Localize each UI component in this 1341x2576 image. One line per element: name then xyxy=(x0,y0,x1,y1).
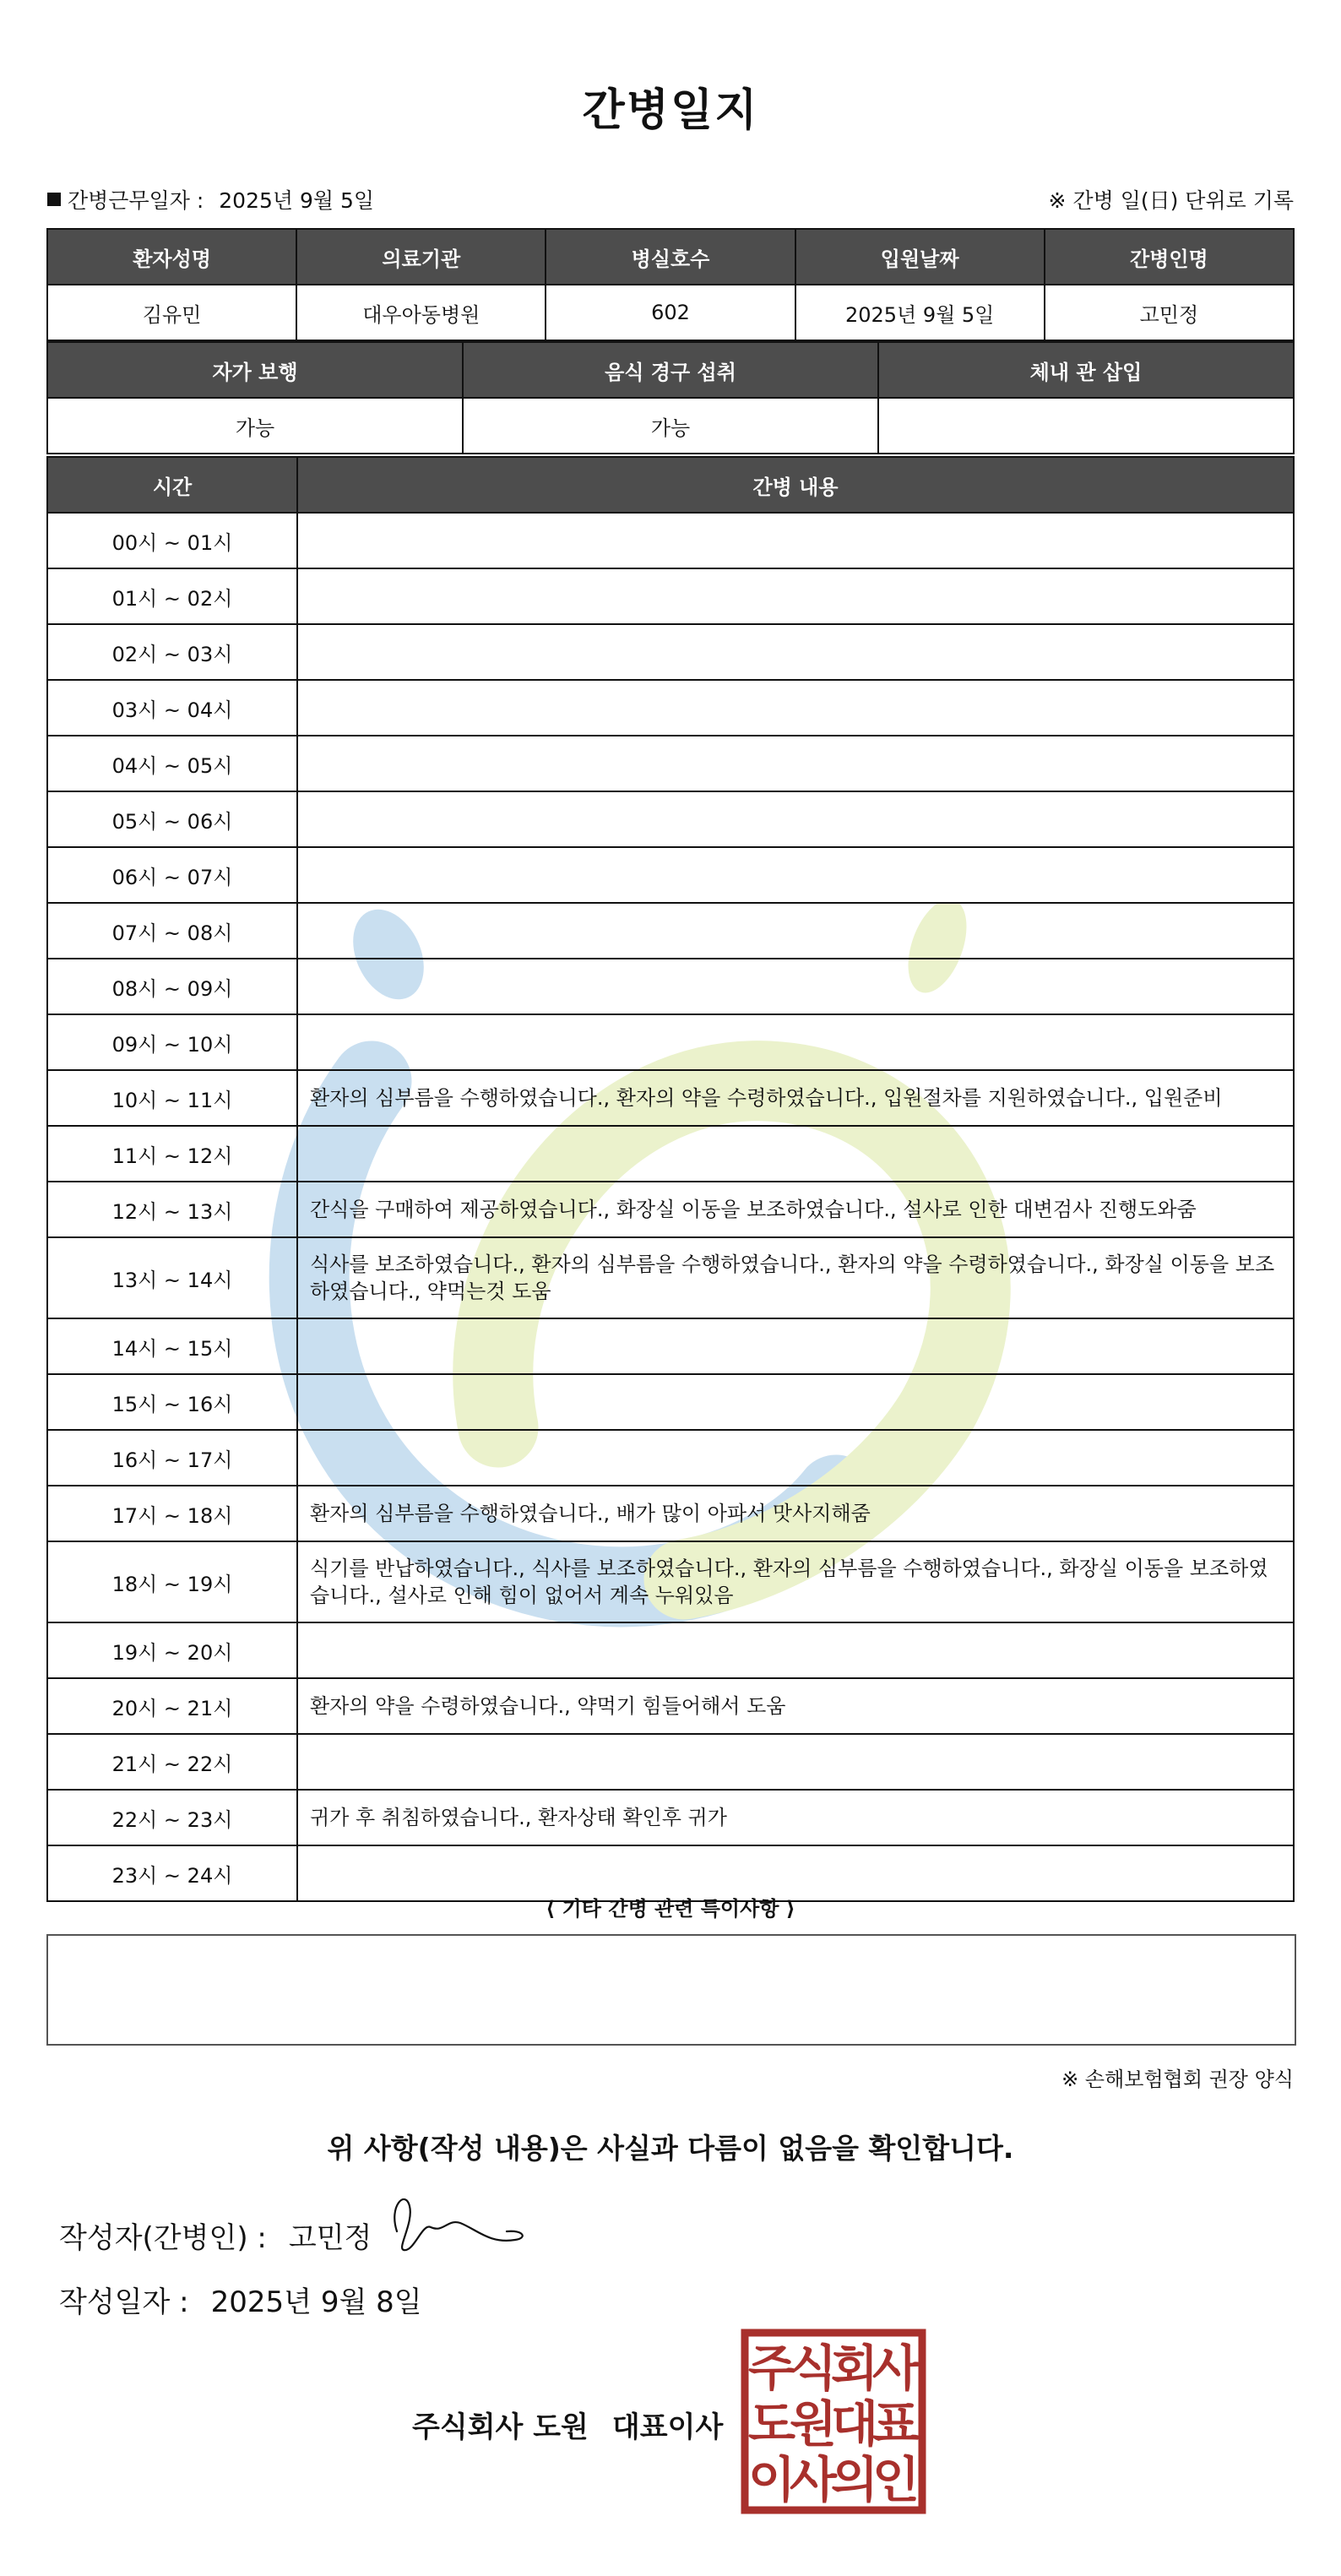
table-row xyxy=(47,847,1294,903)
hourly-log-table xyxy=(46,456,1295,1902)
company-seal-stamp xyxy=(740,2328,927,2515)
writer-name: 고민정 xyxy=(288,2221,372,2255)
table-row xyxy=(47,1126,1294,1182)
seal-character: 이 xyxy=(747,2451,796,2508)
record-note: ※ 간병 일(日) 단위로 기록 xyxy=(1048,188,1294,213)
care-content: 환자의 약을 수령하였습니다., 약먹기 힘들어해서 도움 xyxy=(297,1678,1294,1734)
work-date-label: 간병근무일자 : xyxy=(68,188,204,213)
time-slot: 09시 ~ 10시 xyxy=(47,1014,297,1070)
special-notes-box xyxy=(46,1934,1296,2046)
table-row xyxy=(47,959,1294,1014)
seal-character: 회 xyxy=(830,2340,879,2397)
header-care-content: 간병 내용 xyxy=(297,457,1294,513)
oral-intake-value: 가능 xyxy=(463,398,878,454)
confirmation-statement: 위 사항(작성 내용)은 사실과 다름이 없음을 확인합니다. xyxy=(327,2132,1014,2165)
table-row xyxy=(47,1622,1294,1678)
writer-row xyxy=(59,2215,372,2256)
hospital-name: 대우아동병원 xyxy=(296,285,546,340)
time-slot: 19시 ~ 20시 xyxy=(47,1622,297,1678)
patient-name: 김유민 xyxy=(47,285,296,340)
patient-status-table xyxy=(46,341,1295,454)
seal-character: 사 xyxy=(871,2340,920,2397)
care-content: 식사를 보조하였습니다., 환자의 심부름을 수행하였습니다., 환자의 약을 수령하였습니다., 화장실 이동을 보조하였습니다., 약먹는것 도움 xyxy=(297,1237,1294,1318)
time-slot: 04시 ~ 05시 xyxy=(47,736,297,791)
table-row xyxy=(47,1790,1294,1845)
table-row xyxy=(47,1541,1294,1622)
association-note: ※ 손해보험협회 권장 양식 xyxy=(1061,2068,1294,2091)
header-time: 시간 xyxy=(47,457,297,513)
seal-character: 원 xyxy=(789,2395,838,2453)
table-row xyxy=(47,903,1294,959)
time-slot: 23시 ~ 24시 xyxy=(47,1845,297,1901)
table-row xyxy=(47,624,1294,680)
table-row xyxy=(47,1237,1294,1318)
company-name: 주식회사 도원 xyxy=(412,2410,589,2444)
seal-character: 식 xyxy=(789,2340,838,2397)
care-content xyxy=(297,624,1294,680)
table-row xyxy=(47,1374,1294,1430)
care-content xyxy=(297,1374,1294,1430)
walking-value: 가능 xyxy=(47,398,463,454)
table-row xyxy=(47,1430,1294,1486)
time-slot: 11시 ~ 12시 xyxy=(47,1126,297,1182)
special-notes-title: ⟨ 기타 간병 관련 특이사항 ⟩ xyxy=(546,1897,795,1921)
care-content xyxy=(297,1622,1294,1678)
seal-character: 의 xyxy=(830,2451,879,2508)
written-date-label: 작성일자 : xyxy=(59,2285,189,2319)
time-slot: 03시 ~ 04시 xyxy=(47,680,297,736)
table-row xyxy=(47,1486,1294,1541)
care-content: 식기를 반납하였습니다., 식사를 보조하였습니다., 환자의 심부름을 수행하였습니다., 화장실 이동을 보조하였습니다., 설사로 인해 힘이 없어서 계속 누워있음 xyxy=(297,1541,1294,1622)
care-content xyxy=(297,959,1294,1014)
time-slot: 22시 ~ 23시 xyxy=(47,1790,297,1845)
time-slot: 15시 ~ 16시 xyxy=(47,1374,297,1430)
time-slot: 21시 ~ 22시 xyxy=(47,1734,297,1790)
time-slot: 16시 ~ 17시 xyxy=(47,1430,297,1486)
time-slot: 06시 ~ 07시 xyxy=(47,847,297,903)
care-content xyxy=(297,847,1294,903)
care-content xyxy=(297,903,1294,959)
header-tube-insertion: 체내 관 삽입 xyxy=(878,342,1294,398)
table-row xyxy=(47,1734,1294,1790)
care-content: 간식을 구매하여 제공하였습니다., 화장실 이동을 보조하였습니다., 설사로 인한 대변검사 진행도와줌 xyxy=(297,1182,1294,1237)
document-title: 간병일지 xyxy=(582,85,759,136)
table-row xyxy=(47,791,1294,847)
seal-character: 도 xyxy=(747,2395,796,2453)
room-number: 602 xyxy=(546,285,795,340)
bullet-square-icon xyxy=(47,193,61,206)
time-slot: 01시 ~ 02시 xyxy=(47,568,297,624)
table-row xyxy=(47,680,1294,736)
care-content xyxy=(297,1430,1294,1486)
time-slot: 02시 ~ 03시 xyxy=(47,624,297,680)
seal-character: 표 xyxy=(871,2395,920,2453)
time-slot: 00시 ~ 01시 xyxy=(47,513,297,568)
time-slot: 12시 ~ 13시 xyxy=(47,1182,297,1237)
care-content xyxy=(297,791,1294,847)
work-date-row xyxy=(47,184,374,215)
header-hospital: 의료기관 xyxy=(296,229,546,285)
written-date-value: 2025년 9월 8일 xyxy=(210,2285,422,2319)
handwritten-signature xyxy=(380,2189,540,2257)
care-content xyxy=(297,1318,1294,1374)
seal-character: 인 xyxy=(871,2451,920,2508)
work-date-value: 2025년 9월 5일 xyxy=(219,188,375,213)
time-slot: 07시 ~ 08시 xyxy=(47,903,297,959)
care-content: 환자의 심부름을 수행하였습니다., 환자의 약을 수령하였습니다., 입원절차를 지원하였습니다., 입원준비 xyxy=(297,1070,1294,1126)
writer-label: 작성자(간병인) : xyxy=(59,2221,267,2255)
header-walking: 자가 보행 xyxy=(47,342,463,398)
table-row xyxy=(47,1318,1294,1374)
company-signoff xyxy=(412,2404,723,2445)
care-content xyxy=(297,1014,1294,1070)
time-slot: 05시 ~ 06시 xyxy=(47,791,297,847)
time-slot: 13시 ~ 14시 xyxy=(47,1237,297,1318)
header-caregiver: 간병인명 xyxy=(1045,229,1294,285)
care-content xyxy=(297,568,1294,624)
caregiver-name: 고민정 xyxy=(1045,285,1294,340)
header-room: 병실호수 xyxy=(546,229,795,285)
table-row xyxy=(47,1182,1294,1237)
time-slot: 14시 ~ 15시 xyxy=(47,1318,297,1374)
time-slot: 17시 ~ 18시 xyxy=(47,1486,297,1541)
care-content: 귀가 후 취침하였습니다., 환자상태 확인후 귀가 xyxy=(297,1790,1294,1845)
table-row xyxy=(47,736,1294,791)
header-admission-date: 입원날짜 xyxy=(795,229,1045,285)
care-content xyxy=(297,513,1294,568)
company-title: 대표이사 xyxy=(611,2410,724,2444)
header-patient-name: 환자성명 xyxy=(47,229,296,285)
seal-character: 주 xyxy=(747,2340,796,2397)
admission-date: 2025년 9월 5일 xyxy=(795,285,1045,340)
care-content xyxy=(297,1734,1294,1790)
seal-character: 사 xyxy=(789,2451,838,2508)
time-slot: 20시 ~ 21시 xyxy=(47,1678,297,1734)
table-row xyxy=(47,1014,1294,1070)
table-row xyxy=(47,1070,1294,1126)
table-row xyxy=(47,568,1294,624)
time-slot: 10시 ~ 11시 xyxy=(47,1070,297,1126)
tube-insertion-value xyxy=(878,398,1294,454)
table-row xyxy=(47,1678,1294,1734)
time-slot: 08시 ~ 09시 xyxy=(47,959,297,1014)
care-content: 환자의 심부름을 수행하였습니다., 배가 많이 아파서 맛사지해줌 xyxy=(297,1486,1294,1541)
care-content xyxy=(297,1126,1294,1182)
care-content xyxy=(297,680,1294,736)
written-date-row xyxy=(59,2279,422,2320)
table-row xyxy=(47,513,1294,568)
seal-character: 대 xyxy=(830,2395,879,2453)
time-slot: 18시 ~ 19시 xyxy=(47,1541,297,1622)
patient-info-table xyxy=(46,228,1295,341)
care-content xyxy=(297,736,1294,791)
header-oral-intake: 음식 경구 섭취 xyxy=(463,342,878,398)
